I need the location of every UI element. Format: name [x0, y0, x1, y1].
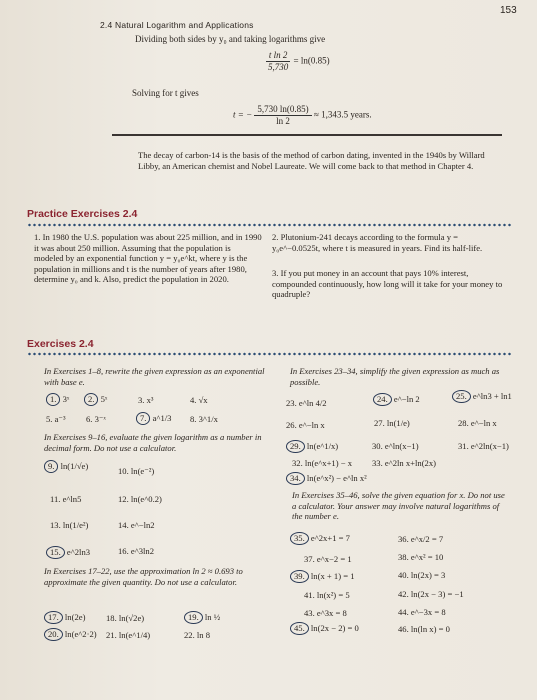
exercise-46: 46. ln(ln x) = 0 [398, 624, 450, 634]
exercise-40: 40. ln(2x) = 3 [398, 570, 446, 580]
eq2-numerator: 5,730 ln(0.85) [254, 104, 311, 116]
exercise-35: 35. e^2x+1 = 7 [290, 532, 350, 545]
practice-dot-rule [27, 223, 512, 227]
exercise-14: 14. e^−ln2 [118, 520, 155, 530]
instructions-9-16: In Exercises 9–16, evaluate the given logarithm as a number in decimal form. Do not use a calculator. [44, 432, 262, 453]
exercise-3: 3. x³ [138, 395, 154, 405]
exercise-5: 5. a⁻³ [46, 414, 66, 424]
exercise-26: 26. e^−ln x [286, 420, 325, 430]
exercise-37: 37. e^x−2 = 1 [304, 554, 352, 564]
equation-1 [265, 50, 330, 73]
exercise-11: 11. e^ln5 [50, 494, 82, 504]
circled-number: 24. [373, 393, 392, 406]
solving-text: Solving for t gives [132, 88, 199, 98]
equation-2 [233, 104, 372, 127]
instructions-17-22: In Exercises 17–22, use the approximation ln 2 ≈ 0.693 to approximate the given quantity. Do not use a calculator. [44, 566, 243, 587]
page-number: 153 [500, 5, 517, 16]
exercise-1: 1. 3ˣ [46, 393, 69, 406]
exercise-12: 12. ln(e^0.2) [118, 494, 162, 504]
exercise-19: 19. ln ½ [184, 611, 220, 624]
practice-exercise-3: 3. If you put money in an account that pays 10% interest, compounded continuously, how long will it take for your money to quadruple? [272, 268, 503, 300]
practice-exercise-1: 1. In 1980 the U.S. population was about 225 million, and in 1990 it was about 250 million. Assuming that the population is modeled by an exponential function y = y₀e^kt, where y is the population in millions and t is the number of years after 1980, determine y₀ and k. Also, predict the population in 2020. [34, 232, 262, 285]
exercise-23: 23. e^ln 4/2 [286, 398, 327, 408]
exercise-6: 6. 3⁻ˣ [86, 414, 106, 424]
exercise-31: 31. e^2ln(x−1) [458, 441, 509, 451]
exercise-27: 27. ln(1/e) [374, 418, 410, 428]
eq2-denominator: ln 2 [276, 116, 290, 126]
exercise-41: 41. ln(x²) = 5 [304, 590, 350, 600]
section-rule [112, 134, 502, 136]
exercise-39: 39. ln(x + 1) = 1 [290, 570, 355, 583]
exercise-43: 43. e^3x = 8 [304, 608, 347, 618]
circled-number: 45. [290, 622, 309, 635]
circled-number: 35. [290, 532, 309, 545]
exercise-15: 15. e^2ln3 [46, 546, 90, 559]
exercises-dot-rule [27, 352, 512, 356]
carbon-dating-paragraph: The decay of carbon-14 is the basis of the method of carbon dating, invented in the 1940s by Willard Libby, an American chemist and Nobel Laureate. We will come back to that method in Chapter 4. [138, 150, 485, 171]
eq1-denominator: 5,730 [268, 62, 289, 72]
exercise-30: 30. e^ln(x−1) [372, 441, 419, 451]
exercise-10: 10. ln(e⁻²) [118, 466, 155, 476]
exercise-33: 33. e^2ln x+ln(2x) [372, 458, 437, 468]
exercise-4: 4. √x [190, 395, 208, 405]
exercise-34: 34. ln(e^x²) − e^ln x² [286, 472, 367, 485]
circled-number: 29. [286, 440, 305, 453]
circled-number: 19. [184, 611, 203, 624]
exercise-42: 42. ln(2x − 3) = −1 [398, 589, 464, 599]
exercise-8: 8. 3^1/x [190, 414, 218, 424]
exercise-25: 25. e^ln3 + ln1 [452, 390, 512, 403]
exercise-13: 13. ln(1/e²) [50, 520, 89, 530]
eq1-rhs: = ln(0.85) [293, 55, 330, 66]
exercise-24: 24. e^−ln 2 [373, 393, 420, 406]
circled-number: 15. [46, 546, 65, 559]
circled-number: 17. [44, 611, 63, 624]
exercise-32: 32. ln(e^x+1) − x [292, 458, 353, 468]
exercise-22: 22. ln 8 [184, 630, 211, 640]
instructions-1-8: In Exercises 1–8, rewrite the given expression as an exponential with base e. [44, 366, 265, 387]
exercise-45: 45. ln(2x − 2) = 0 [290, 622, 359, 635]
exercise-28: 28. e^−ln x [458, 418, 497, 428]
exercise-29: 29. ln(e^1/x) [286, 440, 338, 453]
exercise-7: 7. a^1/3 [136, 412, 171, 425]
practice-exercise-2: 2. Plutonium-241 decays according to the formula y = y₀e^−0.0525t, where t is measured in years. Find its half-life. [272, 232, 483, 253]
running-title: 2.4 Natural Logarithm and Applications [100, 20, 254, 30]
exercise-44: 44. e^−3x = 8 [398, 607, 446, 617]
eq2-rhs: ≈ 1,343.5 years. [313, 109, 372, 120]
exercise-2: 2. 5ˣ [84, 393, 107, 406]
exercise-38: 38. e^x² = 10 [398, 552, 444, 562]
dividing-text: Dividing both sides by y₀ and taking logarithms give [135, 34, 326, 44]
eq2-lhs: t = − [233, 109, 253, 120]
eq1-numerator: t ln 2 [266, 50, 291, 62]
circled-number: 34. [286, 472, 305, 485]
exercises-title: Exercises 2.4 [27, 338, 94, 350]
circled-number: 1. [46, 393, 60, 406]
exercise-9: 9. ln(1/√e) [44, 460, 88, 473]
instructions-35-46: In Exercises 35–46, solve the given equation for x. Do not use a calculator. Your answer may involve natural logarithms of the number e. [292, 490, 505, 522]
practice-title: Practice Exercises 2.4 [27, 208, 138, 220]
exercise-20: 20. ln(e^2·2) [44, 628, 97, 641]
exercise-18: 18. ln(√2e) [106, 613, 145, 623]
circled-number: 9. [44, 460, 58, 473]
exercise-21: 21. ln(e^1/4) [106, 630, 151, 640]
instructions-23-34: In Exercises 23–34, simplify the given expression as much as possible. [290, 366, 500, 387]
exercise-17: 17. ln(2e) [44, 611, 85, 624]
circled-number: 20. [44, 628, 63, 641]
circled-number: 39. [290, 570, 309, 583]
exercise-36: 36. e^x/2 = 7 [398, 534, 444, 544]
exercise-16: 16. e^3ln2 [118, 546, 155, 556]
circled-number: 2. [84, 393, 98, 406]
circled-number: 7. [136, 412, 150, 425]
circled-number: 25. [452, 390, 471, 403]
